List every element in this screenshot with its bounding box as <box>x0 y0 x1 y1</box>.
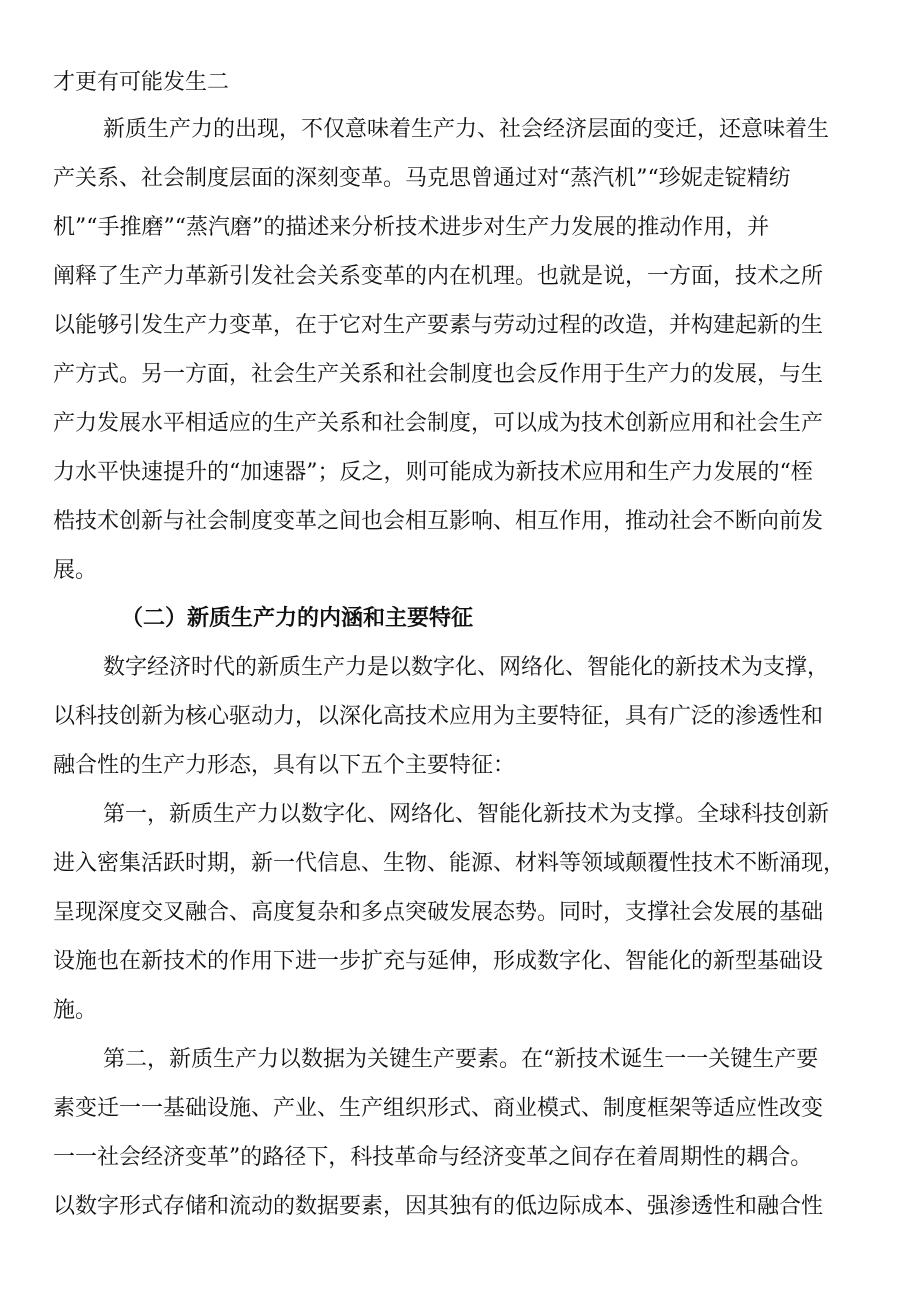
text-line-content: 产关系、社会制度层面的深刻变革。马克思曾通过对“蒸汽机”“珍妮走锭精纺 <box>53 166 791 191</box>
text-line-content: 以数字形式存储和流动的数据要素，因其独有的低边际成本、强渗透性和融合性 <box>53 1194 824 1219</box>
text-line-content: 产方式。另一方面，社会生产关系和社会制度也会反作用于生产力的发展，与生 <box>53 362 824 387</box>
text-line-content: 新质生产力的出现，不仅意味着生产力、社会经济层面的变迁，还意味着生 <box>103 117 830 142</box>
text-line <box>0 700 920 734</box>
text-line <box>0 1190 920 1224</box>
text-line-content: 以科技创新为核心驱动力，以深化高技术应用为主要特征，具有广泛的渗透性和 <box>53 704 824 729</box>
text-line <box>0 651 920 685</box>
text-line-content: 素变迁一一基础设施、产业、生产组织形式、商业模式、制度框架等适应性改变 <box>53 1096 824 1121</box>
text-line-content: 机”“手推磨”“蒸汽磨”的描述来分析技术进步对生产力发展的推动作用，并 <box>53 215 770 240</box>
text-line-content: 才更有可能发生二 <box>53 70 230 95</box>
text-line-content: 展。 <box>53 558 98 583</box>
text-line <box>0 260 920 294</box>
text-line <box>0 113 920 147</box>
text-line <box>0 505 920 539</box>
text-line <box>0 994 920 1028</box>
text-line <box>0 945 920 979</box>
text-line-content: 施。 <box>53 998 98 1023</box>
text-line-content: 数字经济时代的新质生产力是以数字化、网络化、智能化的新技术为支撑， <box>103 655 830 680</box>
text-line-content: 呈现深度交叉融合、高度复杂和多点突破发展态势。同时，支撑社会发展的基础 <box>53 900 824 925</box>
text-line <box>0 798 920 832</box>
section-heading-text: （二）新质生产力的内涵和主要特征 <box>121 606 474 631</box>
text-line-content: 进入密集活跃时期，新一代信息、生物、能源、材料等领域颠覆性技术不断涌现， <box>53 851 846 876</box>
text-line <box>0 66 920 100</box>
text-line <box>0 162 920 196</box>
text-line-content: 阐释了生产力革新引发社会关系变革的内在机理。也就是说，一方面，技术之所 <box>53 264 824 289</box>
text-line-content: 以能够引发生产力变革，在于它对生产要素与劳动过程的改造，并构建起新的生 <box>53 313 824 338</box>
text-line-content: 设施也在新技术的作用下进一步扩充与延伸，形成数字化、智能化的新型基础设 <box>53 949 824 974</box>
text-line <box>0 1043 920 1077</box>
section-heading <box>0 602 920 636</box>
text-line <box>0 407 920 441</box>
text-line-content: 第一，新质生产力以数字化、网络化、智能化新技术为支撑。全球科技创新 <box>103 802 830 827</box>
text-line <box>0 211 920 245</box>
text-line-content: 梏技术创新与社会制度变革之间也会相互影响、相互作用，推动社会不断向前发 <box>53 509 824 534</box>
text-line-content: 一一社会经济变革”的路径下，科技革命与经济变革之间存在着周期性的耦合。 <box>53 1145 813 1170</box>
text-line-content: 力水平快速提升的“加速器”；反之，则可能成为新技术应用和生产力发展的“桎 <box>53 460 813 485</box>
text-line <box>0 309 920 343</box>
text-line <box>0 1141 920 1175</box>
text-line <box>0 456 920 490</box>
text-line <box>0 896 920 930</box>
text-line-content: 产力发展水平相适应的生产关系和社会制度，可以成为技术创新应用和社会生产 <box>53 411 824 436</box>
text-line <box>0 749 920 783</box>
text-line-content: 第二，新质生产力以数据为关键生产要素。在“新技术诞生一一关键生产要 <box>103 1047 819 1072</box>
text-line-content: 融合性的生产力形态，具有以下五个主要特征： <box>53 753 516 778</box>
text-line <box>0 554 920 588</box>
text-line <box>0 1092 920 1126</box>
text-line <box>0 847 920 881</box>
text-line <box>0 358 920 392</box>
